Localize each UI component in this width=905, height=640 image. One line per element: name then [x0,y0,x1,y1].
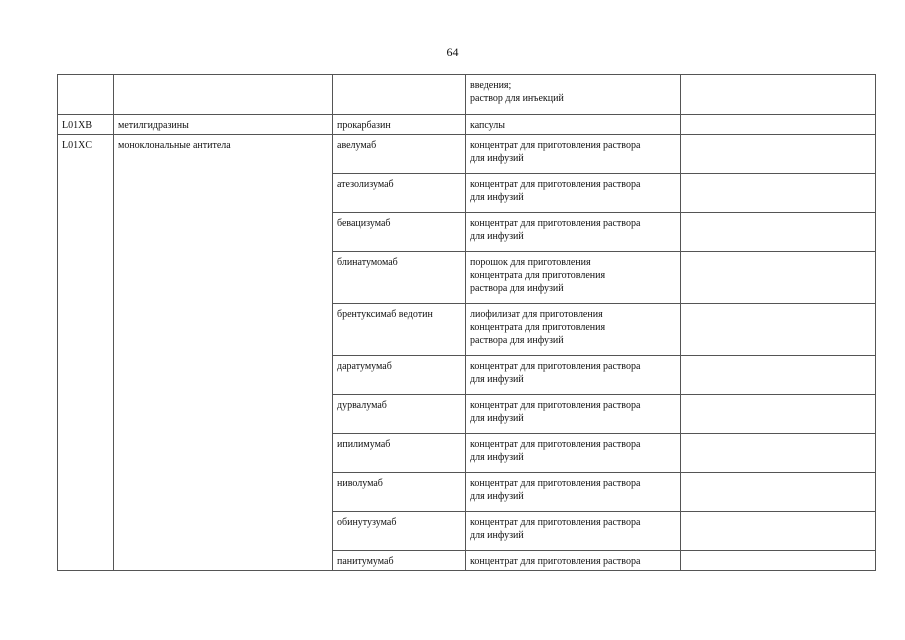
extra-cell [681,512,876,551]
drug-name-cell: атезолизумаб [333,174,466,213]
extra-cell [681,473,876,512]
page-number: 64 [446,45,459,59]
dosage-form-cell: капсулы [466,115,681,135]
group-name-cell: моноклональные антитела [114,135,333,571]
extra-cell [681,551,876,571]
dosage-form-cell: концентрат для приготовления раствора для инфузий [466,473,681,512]
drug-name-cell: панитумумаб [333,551,466,571]
table-row [58,135,876,174]
dosage-form-cell: порошок для приготовления концентрата для приготовления раствора для инфузий [466,252,681,304]
dosage-form-cell: концентрат для приготовления раствора для инфузий [466,135,681,174]
extra-cell [681,75,876,115]
drug-name-cell [333,75,466,115]
drug-name-cell: ниволумаб [333,473,466,512]
drug-name-cell: даратумумаб [333,356,466,395]
dosage-form-cell: концентрат для приготовления раствора для инфузий [466,213,681,252]
drug-name-cell: ипилимумаб [333,434,466,473]
extra-cell [681,434,876,473]
dosage-form-cell: концентрат для приготовления раствора для инфузий [466,395,681,434]
dosage-form-cell: концентрат для приготовления раствора для инфузий [466,174,681,213]
dosage-form-cell: концентрат для приготовления раствора для инфузий [466,434,681,473]
dosage-form-cell: концентрат для приготовления раствора для инфузий [466,356,681,395]
drug-name-cell: бевацизумаб [333,213,466,252]
drug-name-cell: прокарбазин [333,115,466,135]
drug-table [57,74,876,571]
group-name-cell [114,75,333,115]
atc-code-cell: L01XC [58,135,114,571]
dosage-form-cell: введения; раствор для инъекций [466,75,681,115]
extra-cell [681,213,876,252]
extra-cell [681,356,876,395]
drug-name-cell: обинутузумаб [333,512,466,551]
table-row [58,75,876,115]
dosage-form-cell: концентрат для приготовления раствора [466,551,681,571]
group-name-cell: метилгидразины [114,115,333,135]
extra-cell [681,395,876,434]
atc-code-cell: L01XB [58,115,114,135]
dosage-form-cell: концентрат для приготовления раствора для инфузий [466,512,681,551]
drug-name-cell: брентуксимаб ведотин [333,304,466,356]
extra-cell [681,135,876,174]
extra-cell [681,304,876,356]
dosage-form-cell: лиофилизат для приготовления концентрата для приготовления раствора для инфузий [466,304,681,356]
drug-name-cell: авелумаб [333,135,466,174]
drug-name-cell: дурвалумаб [333,395,466,434]
drug-name-cell: блинатумомаб [333,252,466,304]
extra-cell [681,174,876,213]
extra-cell [681,252,876,304]
table-row [58,115,876,135]
atc-code-cell [58,75,114,115]
extra-cell [681,115,876,135]
